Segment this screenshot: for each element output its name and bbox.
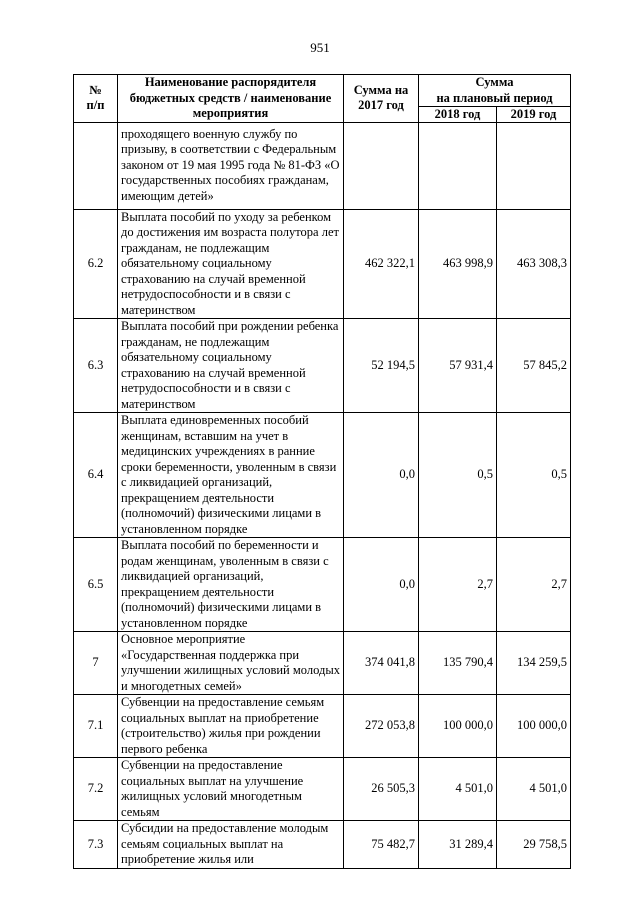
row-sum-2018: 463 998,9 [419,209,497,319]
table-row [74,632,571,695]
row-sum-2019: 100 000,0 [497,695,571,758]
row-sum-2017: 272 053,8 [344,695,419,758]
row-sum-2018: 2,7 [419,538,497,632]
table-row [74,122,571,209]
table-row [74,413,571,538]
header-sum-planned: Сумма на плановый период [419,75,571,107]
row-sum-2018: 31 289,4 [419,821,497,869]
row-sum-2019: 2,7 [497,538,571,632]
row-sum-2018: 57 931,4 [419,319,497,413]
row-sum-2017: 26 505,3 [344,758,419,821]
row-sum-2019: 463 308,3 [497,209,571,319]
row-sum-2017: 52 194,5 [344,319,419,413]
row-sum-2017 [344,122,419,209]
row-sum-2017: 462 322,1 [344,209,419,319]
row-number: 7.2 [74,758,118,821]
table-row [74,209,571,319]
row-sum-2018: 0,5 [419,413,497,538]
header-year-2019: 2019 год [497,107,571,122]
row-name: Субвенции на предоставление семьям социальных выплат на приобретение (строительство) жилья при рождении первого ребенка [118,695,344,758]
row-number: 7.1 [74,695,118,758]
row-number: 6.4 [74,413,118,538]
row-number: 6.5 [74,538,118,632]
row-name: Субсидии на предоставление молодым семьям социальных выплат на приобретение жилья или [118,821,344,869]
table-row [74,695,571,758]
row-sum-2018: 135 790,4 [419,632,497,695]
row-number: 7.3 [74,821,118,869]
row-number: 6.3 [74,319,118,413]
row-number [74,122,118,209]
table-body [74,122,571,868]
row-sum-2019: 4 501,0 [497,758,571,821]
row-sum-2017: 0,0 [344,538,419,632]
row-name: Основное мероприятие «Государственная поддержка при улучшении жилищных условий молодых и многодетных семей» [118,632,344,695]
table-row [74,758,571,821]
header-year-2018: 2018 год [419,107,497,122]
row-sum-2017: 0,0 [344,413,419,538]
table-row [74,538,571,632]
row-sum-2017: 75 482,7 [344,821,419,869]
row-sum-2017: 374 041,8 [344,632,419,695]
row-sum-2019: 134 259,5 [497,632,571,695]
row-number: 7 [74,632,118,695]
table-header [74,75,571,123]
row-name: Выплата пособий по уходу за ребенком до достижения им возраста полутора лет гражданам, не подлежащим обязательному социальному страхованию на случай временной нетрудоспособности и в связи с материнством [118,209,344,319]
row-sum-2018 [419,122,497,209]
row-number: 6.2 [74,209,118,319]
row-name: Субвенции на предоставление социальных выплат на улучшение жилищных условий многодетным семьям [118,758,344,821]
row-name: Выплата пособий по беременности и родам женщинам, уволенным в связи с ликвидацией организаций, прекращением деятельности (полномочий) физическими лицами в установленном порядке [118,538,344,632]
row-name: проходящего военную службу по призыву, в соответствии с Федеральным законом от 19 мая 1995 года № 81-ФЗ «О государственных пособиях гражданам, имеющим детей» [118,122,344,209]
row-sum-2019: 0,5 [497,413,571,538]
row-sum-2018: 4 501,0 [419,758,497,821]
row-sum-2019 [497,122,571,209]
row-sum-2018: 100 000,0 [419,695,497,758]
page-number: 951 [310,40,330,55]
table-row [74,319,571,413]
header-number: № п/п [74,75,118,123]
header-name: Наименование распорядителя бюджетных средств / наименование мероприятия [118,75,344,123]
table-row [74,821,571,869]
row-name: Выплата единовременных пособий женщинам, вставшим на учет в медицинских учреждениях в ранние сроки беременности, уволенным в связи с ликвидацией организаций, прекращением деятельности (полномочий) физическими лицами в установленном порядке [118,413,344,538]
budget-table [73,74,571,869]
row-name: Выплата пособий при рождении ребенка гражданам, не подлежащим обязательному социальному страхованию на случай временной нетрудоспособности и в связи с материнством [118,319,344,413]
row-sum-2019: 29 758,5 [497,821,571,869]
header-sum-2017: Сумма на 2017 год [344,75,419,123]
row-sum-2019: 57 845,2 [497,319,571,413]
